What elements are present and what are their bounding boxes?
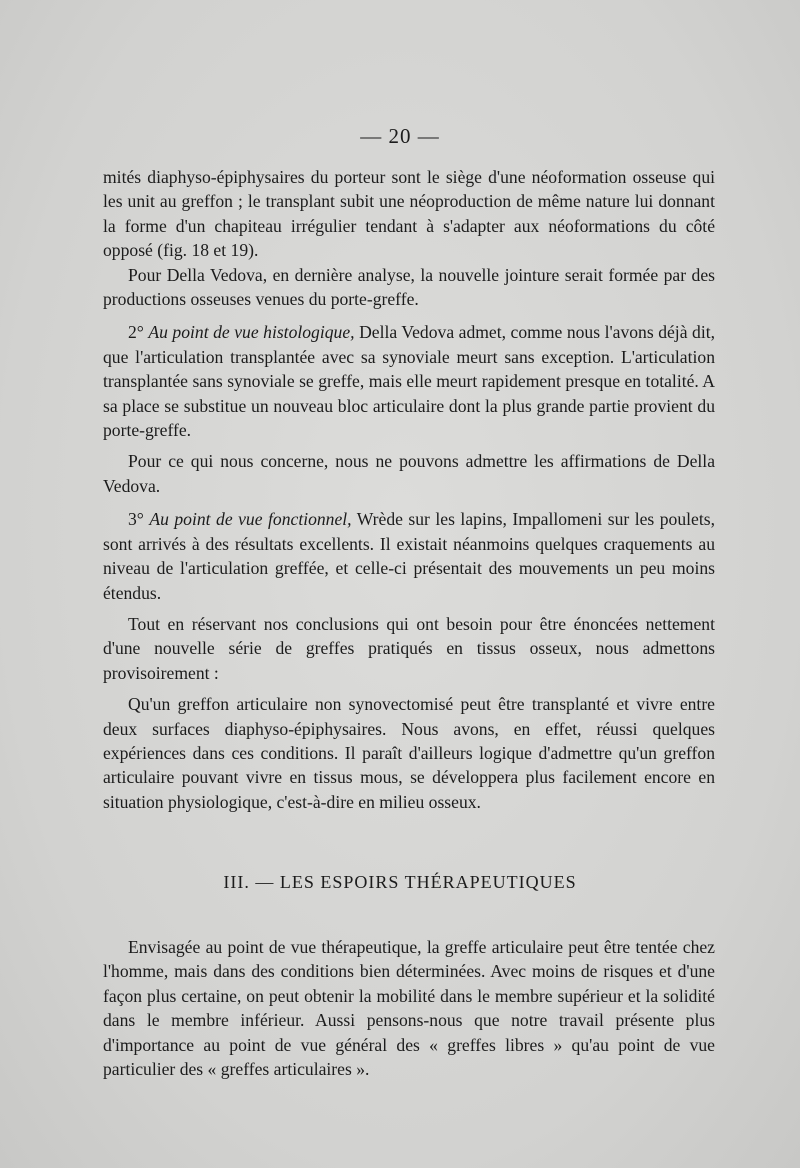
item-body: Wrède sur les lapins, Impallomeni sur les poulets, sont arrivés à des résultats excellents. Il existait néanmoins quelques craquements au niveau de l'articulation greffée, et celle-ci présentait des mouvements un peu moins étendus. <box>103 509 715 603</box>
paragraph-therapeutic: Envisagée au point de vue thérapeutique, la greffe articulaire peut être tentée chez l'homme, mais dans des conditions bien déterminées. Avec moins de risques et d'une façon plus certaine, on peut obtenir la mobilité dans le membre supérieur et la solidité dans le membre inférieur. Aussi pensons-nous que notre travail présente plus d'importance au point de vue général des « greffes libres » qu'au point de vue particulier des « greffes articulaires ». <box>103 937 715 1080</box>
paragraph-della-vedova-conclusion: Pour Della Vedova, en dernière analyse, la nouvelle jointure serait formée par des productions osseuses venues du porte-greffe. <box>103 264 715 310</box>
paragraph-graft-viability: Qu'un greffon articulaire non synovectomisé peut être transplanté et vivre entre deux surfaces diaphyso-épiphysaires. Nous avons, en effet, réussi quelques expériences dans ces conditions. Il paraît d'ailleurs logique d'admettre qu'un greffon articulaire pouvant vivre en tissus mous, se développera plus facilement encore en situation physiologique, c'est-à-dire en milieu osseux. <box>103 694 715 812</box>
body-text-upper <box>103 165 715 814</box>
paragraph-continuation: mités diaphyso-épiphysaires du porteur sont le siège d'une néoformation osseuse qui les unit au greffon ; le transplant subit une néoproduction de même nature lui donnant la forme d'un chapiteau irrégulier tendant à s'adapter aux néoformations du côté opposé (fig. 18 et 19). <box>103 167 715 261</box>
item-number: 2° <box>128 322 144 343</box>
item-heading: Au point de vue fonctionnel, <box>149 509 352 530</box>
item-body: Della Vedova admet, comme nous l'avons déjà dit, que l'articulation transplantée avec sa synoviale meurt sans exception. L'articulation transplantée sans synoviale se greffe, mais elle meurt rapidement presque en totalité. A sa place se substitue un nouveau bloc articulaire dont la plus grande partie provient du porte-greffe. <box>103 322 715 441</box>
paragraph-histological <box>103 320 715 442</box>
body-text-lower <box>103 935 715 1081</box>
item-number: 3° <box>128 509 144 530</box>
page-number: — 20 — <box>360 124 440 148</box>
item-heading: Au point de vue histologique, <box>148 322 355 343</box>
paragraph-our-position: Pour ce qui nous concerne, nous ne pouvons admettre les affirmations de Della Vedova. <box>103 451 715 496</box>
section-heading: III. — LES ESPOIRS THÉRAPEUTIQUES <box>223 872 577 892</box>
paragraph-functional <box>103 507 715 605</box>
paragraph-provisional-conclusions: Tout en réservant nos conclusions qui ont besoin pour être énoncées nettement d'une nouvelle série de greffes pratiqués en tissus osseux, nous admettons provisoirement : <box>103 613 715 683</box>
